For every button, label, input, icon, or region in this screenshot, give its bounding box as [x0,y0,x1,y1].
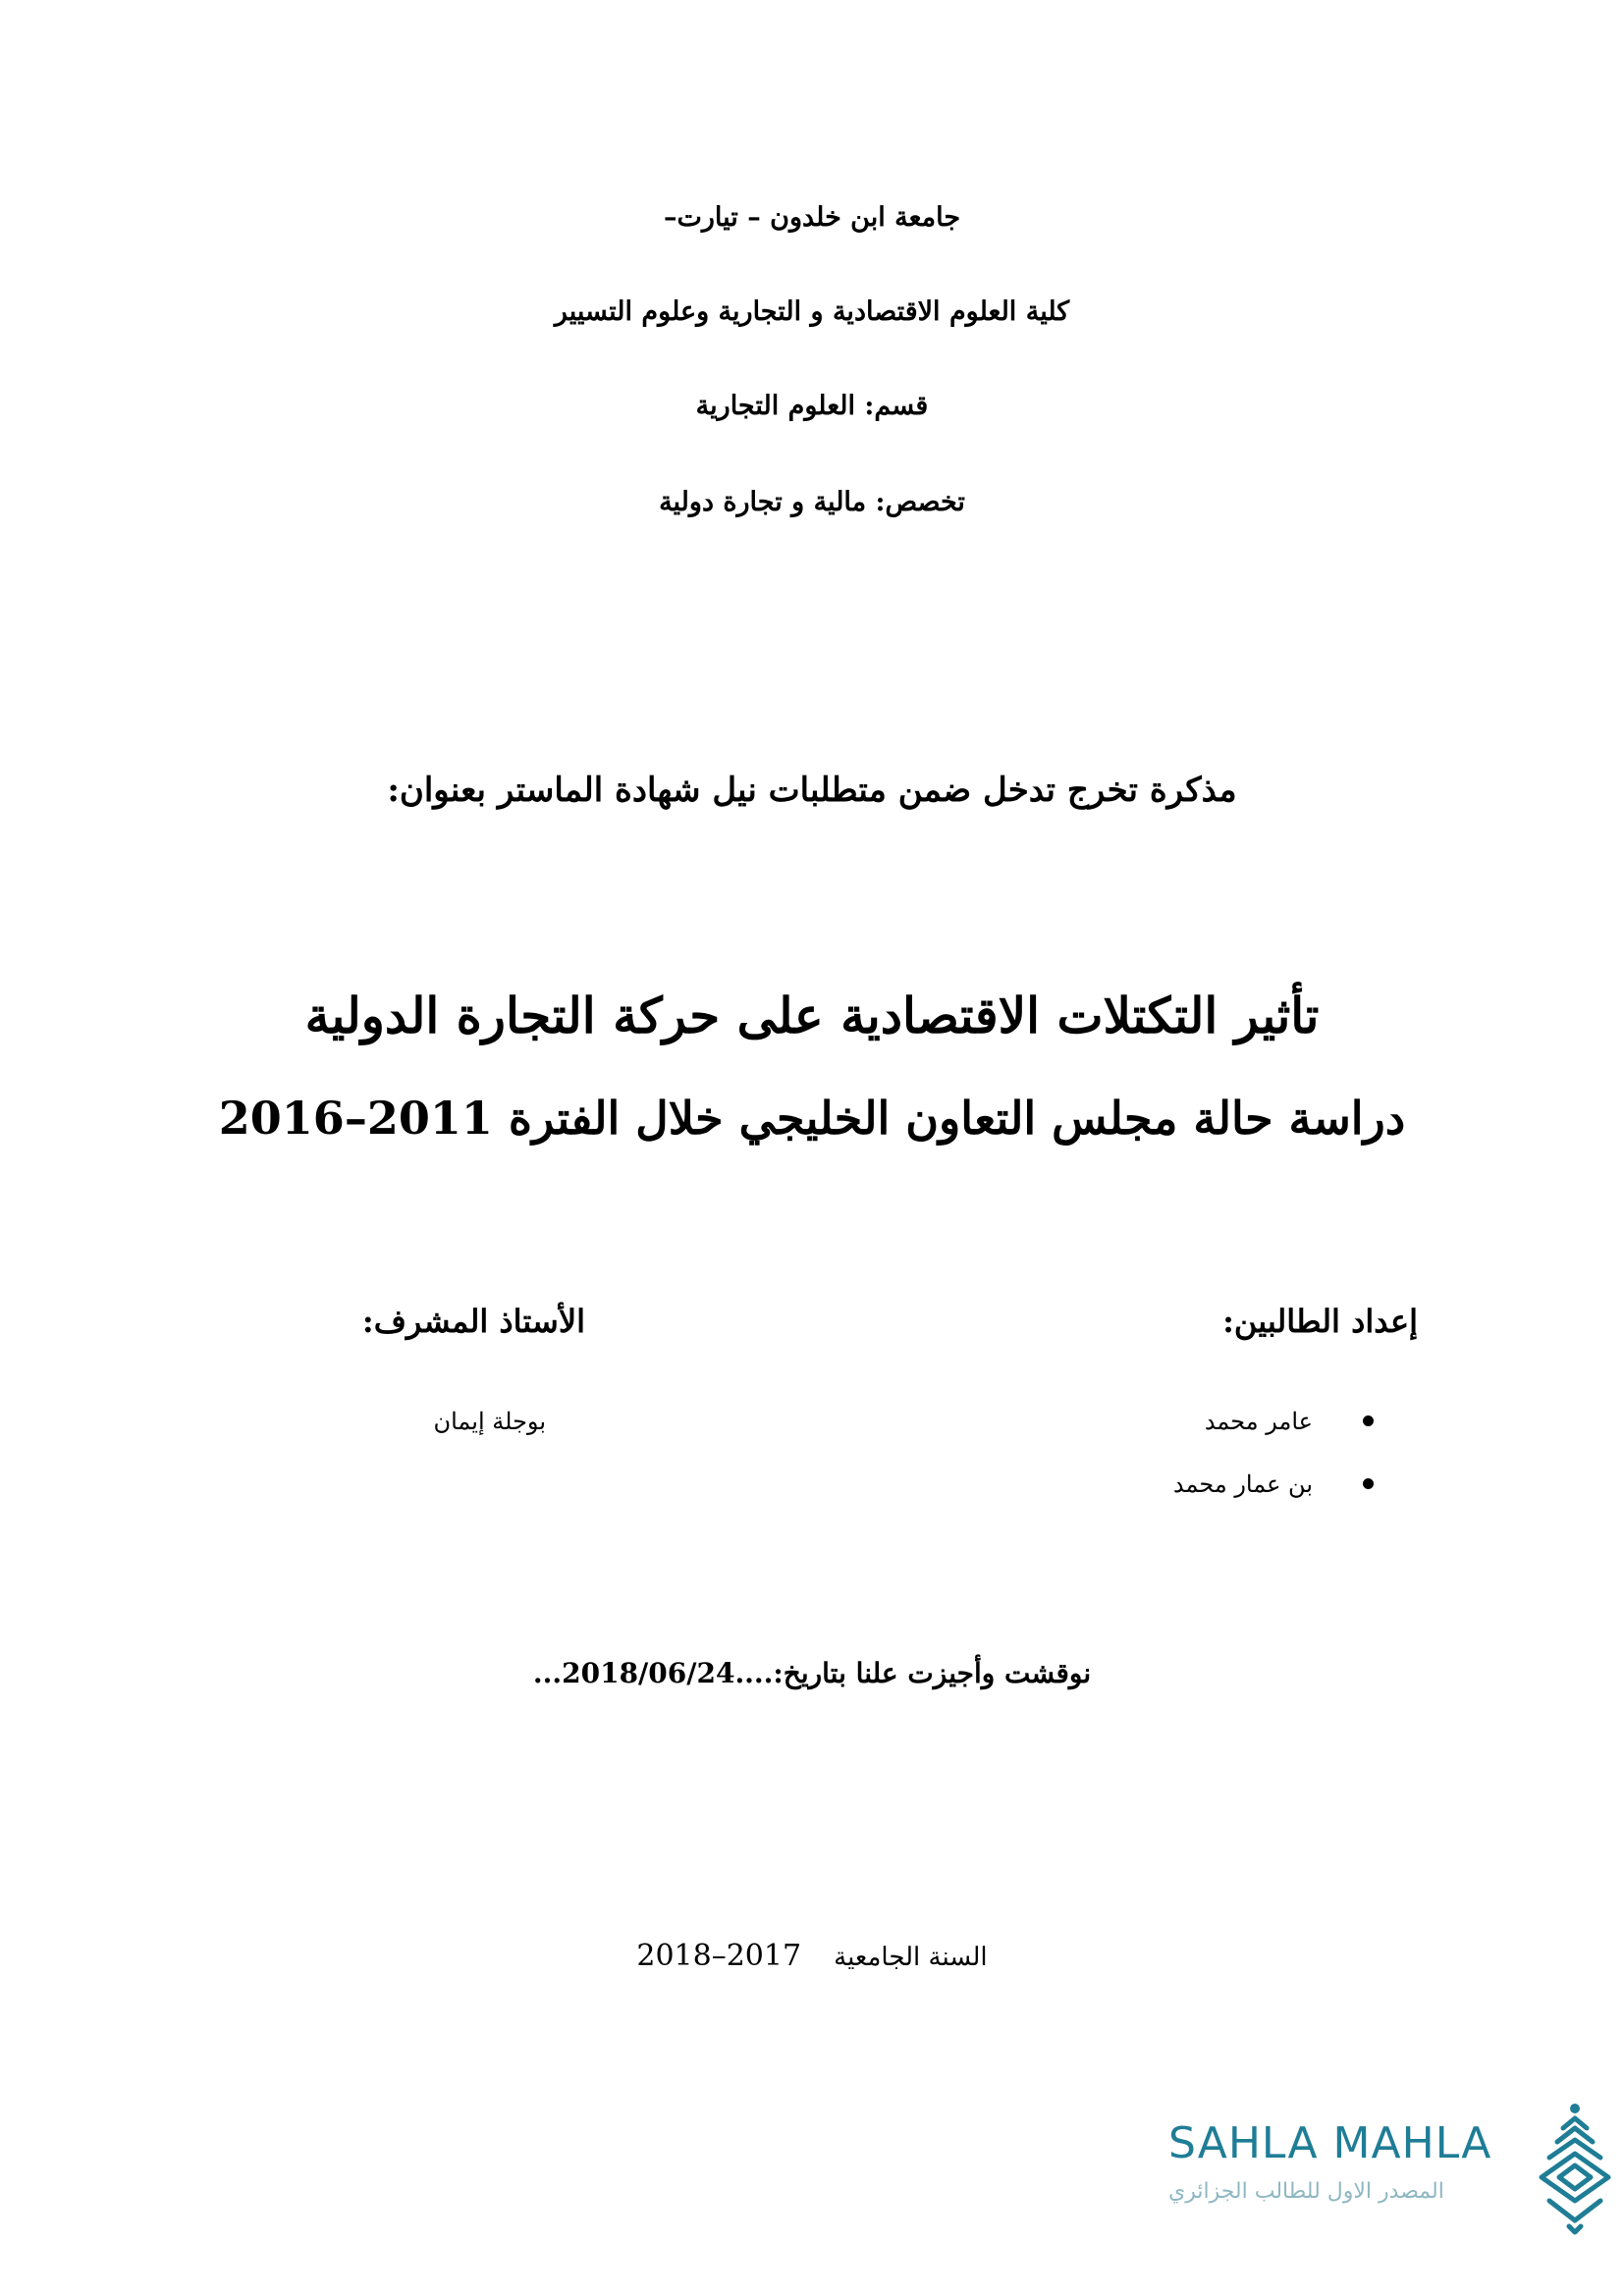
supervisor-heading: الأستاذ المشرف: [361,1303,585,1340]
specialty-name: تخصص: مالية و تجارة دولية [659,487,965,517]
student-name: بن عمار محمد [1173,1465,1374,1527]
department-name: قسم: العلوم التجارية [695,391,929,421]
students-list [1173,1402,1374,1527]
faculty-name: كلية العلوم الاقتصادية و التجارية وعلوم التسيير [554,296,1070,327]
student-name: عامر محمد [1173,1402,1374,1465]
sahla-mahla-logo [1168,2099,1620,2236]
memo-intro: مذكرة تخرج تدخل ضمن متطلبات نيل شهادة الماستر بعنوان: [387,771,1237,810]
university-name: جامعة ابن خلدون – تيارت– [663,202,961,233]
academic-year-value: 2017–2018 [636,1939,802,1973]
thesis-subtitle: دراسة حالة مجلس التعاون الخليجي خلال الفترة 2011–2016 [218,1092,1406,1145]
logo-tagline: المصدر الاول للطالب الجزائري [1168,2179,1444,2204]
thesis-title: تأثير التكتلات الاقتصادية على حركة التجارة الدولية [304,987,1320,1044]
academic-year [0,1939,1624,1973]
students-heading: إعداد الطالبين: [1222,1303,1418,1340]
supervisor-name: بوجلة إيمان [433,1408,546,1435]
logo-wordmark: SAHLA MAHLA [1168,2118,1492,2168]
defense-date: نوقشت وأجيزت علنا بتاريخ:....2018/06/24... [532,1657,1092,1689]
sahla-mahla-logo-icon [1530,2099,1620,2236]
academic-year-label: السنة الجامعية [834,1943,988,1972]
